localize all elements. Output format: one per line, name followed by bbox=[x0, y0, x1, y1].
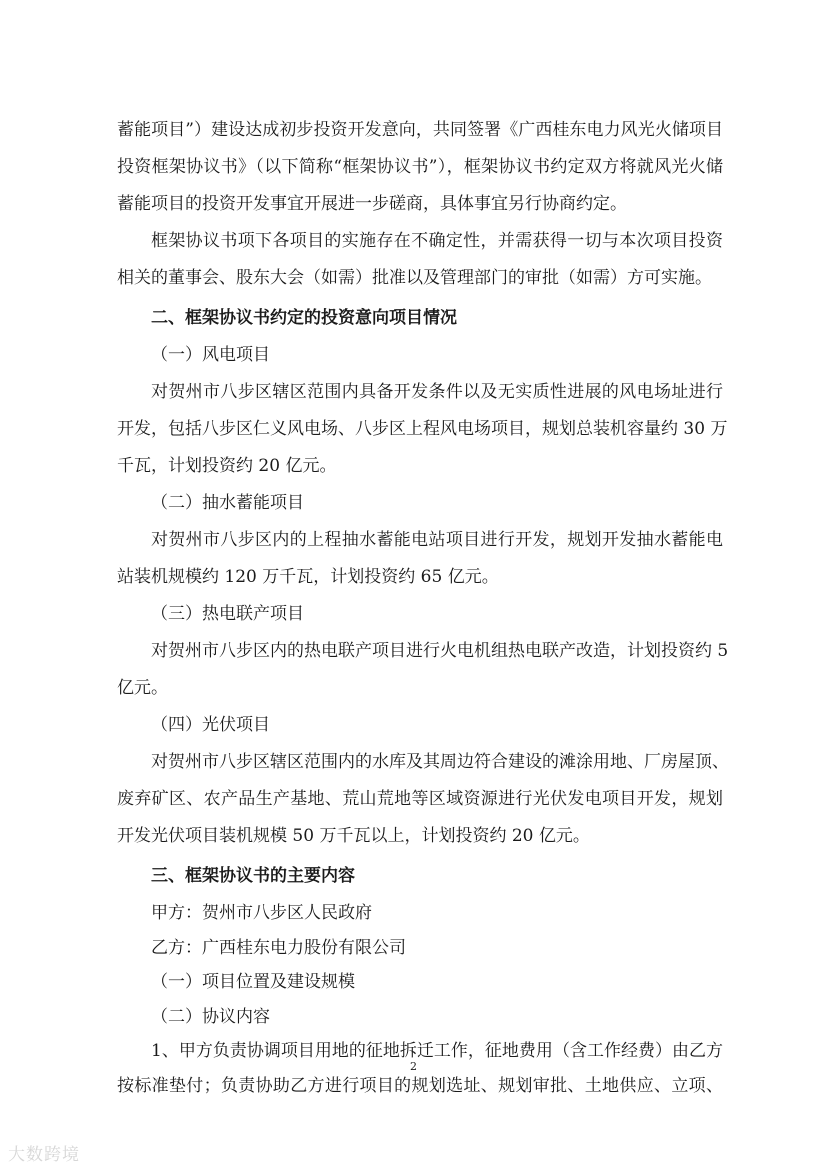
subheading: （二）抽水蓄能项目 bbox=[151, 493, 304, 513]
paragraph-line: 废弃矿区、农产品生产基地、荒山荒地等区域资源进行光伏发电项目开发，规划 bbox=[117, 789, 723, 809]
paragraph-line: 对贺州市八步区辖区范围内的水库及其周边符合建设的滩涂用地、厂房屋顶、 bbox=[151, 752, 729, 772]
document-page bbox=[117, 117, 729, 1107]
subheading: （二）协议内容 bbox=[151, 1006, 270, 1027]
page-number: 2 bbox=[410, 1060, 417, 1073]
party-b: 乙方：广西桂东电力股份有限公司 bbox=[151, 937, 406, 958]
paragraph-line: 蓄能项目”）建设达成初步投资开发意向，共同签署《广西桂东电力风光火储项目 bbox=[117, 120, 723, 140]
paragraph-line: 对贺州市八步区内的上程抽水蓄能电站项目进行开发，规划开发抽水蓄能电 bbox=[151, 530, 723, 550]
paragraph-line: 按标准垫付；负责协助乙方进行项目的规划选址、规划审批、土地供应、立项、 bbox=[117, 1075, 723, 1096]
paragraph-line: 开发光伏项目装机规模 50 万千瓦以上，计划投资约 20 亿元。 bbox=[117, 826, 590, 846]
watermark-logo bbox=[8, 1140, 80, 1165]
paragraph-line: 站装机规模约 120 万千瓦，计划投资约 65 亿元。 bbox=[117, 567, 499, 587]
section-heading: 二、框架协议书约定的投资意向项目情况 bbox=[151, 308, 457, 328]
subheading: （一）风电项目 bbox=[151, 345, 270, 365]
party-a: 甲方：贺州市八步区人民政府 bbox=[151, 903, 372, 923]
paragraph-line: 蓄能项目的投资开发事宜开展进一步磋商，具体事宜另行协商约定。 bbox=[117, 194, 627, 214]
paragraph-line: 框架协议书项下各项目的实施存在不确定性，并需获得一切与本次项目投资 bbox=[151, 231, 723, 251]
section-heading: 三、框架协议书的主要内容 bbox=[151, 866, 355, 886]
paragraph-line: 千瓦，计划投资约 20 亿元。 bbox=[117, 456, 337, 476]
paragraph-line: 对贺州市八步区内的热电联产项目进行火电机组热电联产改造，计划投资约 5 bbox=[151, 641, 729, 661]
subheading: （四）光伏项目 bbox=[151, 715, 270, 735]
paragraph-line: 对贺州市八步区辖区范围内具备开发条件以及无实质性进展的风电场址进行 bbox=[151, 382, 723, 402]
paragraph-line: 亿元。 bbox=[117, 678, 168, 698]
paragraph-line: 1、甲方负责协调项目用地的征地拆迁工作，征地费用（含工作经费）由乙方 bbox=[151, 1041, 723, 1061]
paragraph-line: 投资框架协议书》（以下简称“框架协议书”），框架协议书约定双方将就风光火储 bbox=[117, 157, 723, 177]
subheading: （一）项目位置及建设规模 bbox=[151, 972, 355, 992]
paragraph-line: 开发，包括八步区仁义风电场、八步区上程风电场项目，规划总装机容量约 30 万 bbox=[117, 419, 728, 439]
paragraph-line: 相关的董事会、股东大会（如需）批准以及管理部门的审批（如需）方可实施。 bbox=[117, 268, 712, 288]
watermark-text: 大数跨境 bbox=[8, 1145, 80, 1165]
subheading: （三）热电联产项目 bbox=[151, 604, 304, 624]
